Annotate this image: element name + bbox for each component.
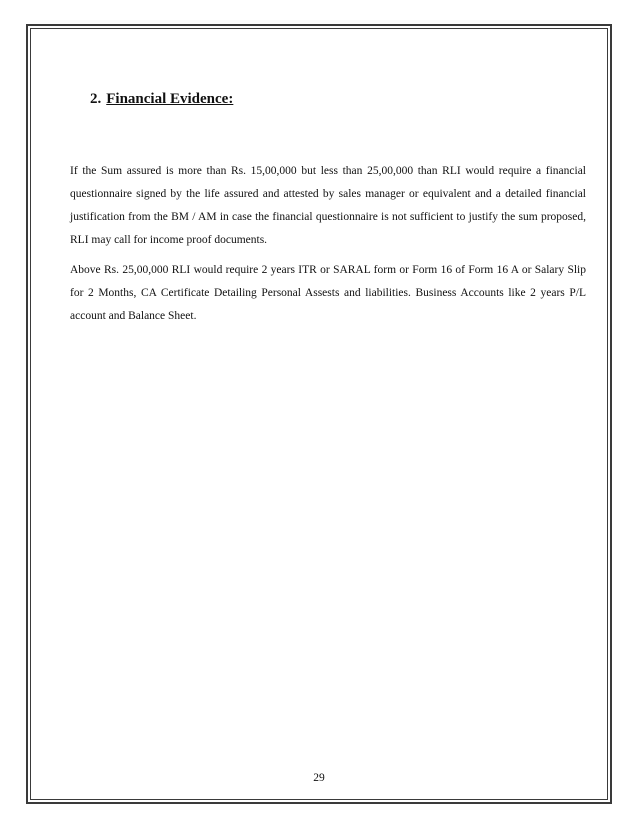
page-number: 29 <box>313 772 325 784</box>
section-number: 2. <box>90 91 102 107</box>
section-heading <box>90 91 233 108</box>
paragraph-sum-assured-range: If the Sum assured is more than Rs. 15,00,000 but less than 25,00,000 than RLI would require a financial questionnaire signed by the life assured and attested by sales manager or equivalent and a detailed financial justification from the BM / AM in case the financial questionnaire is not sufficient to justify the sum proposed, RLI may call for income proof documents. <box>70 165 586 246</box>
page-border-inner <box>30 28 608 800</box>
paragraph-above-limit: Above Rs. 25,00,000 RLI would require 2 years ITR or SARAL form or Form 16 of Form 16 A or Salary Slip for 2 Months, CA Certificate Detailing Personal Assests and liabilities. Business Accounts like 2 years P/L account and Balance Sheet. <box>70 264 586 322</box>
section-title: Financial Evidence: <box>106 91 234 107</box>
